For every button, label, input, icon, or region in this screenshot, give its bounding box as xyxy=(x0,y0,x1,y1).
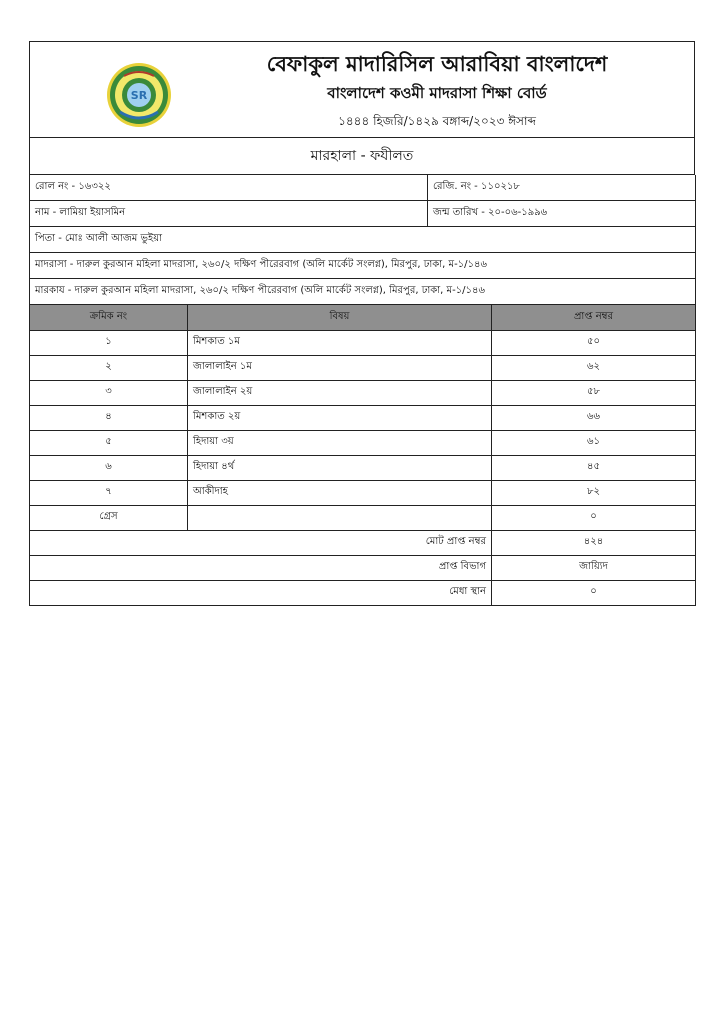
board-logo-icon xyxy=(106,62,172,128)
marks-cell: ৬১ xyxy=(492,430,696,455)
serial-cell: ৫ xyxy=(30,430,188,455)
merit-value: ০ xyxy=(492,580,696,605)
result-sheet xyxy=(29,41,695,606)
info-row xyxy=(30,175,696,201)
division-label: প্রাপ্ত বিভাগ xyxy=(30,555,492,580)
grades-table xyxy=(29,305,696,606)
subject-header: বিষয় xyxy=(188,305,492,330)
logo-monogram: SR xyxy=(130,89,148,102)
serial-cell: ১ xyxy=(30,330,188,355)
table-row xyxy=(30,330,696,355)
table-row xyxy=(30,355,696,380)
subject-cell: জালালাইন ২য় xyxy=(188,380,492,405)
date-of-birth: জন্ম তারিখ - ২০-০৬-১৯৯৬ xyxy=(428,201,696,227)
subject-cell: মিশকাত ২য় xyxy=(188,405,492,430)
division-value: জায়্যিদ xyxy=(492,555,696,580)
serial-cell: ২ xyxy=(30,355,188,380)
marks-cell: ৬৬ xyxy=(492,405,696,430)
subject-cell: আকীদাহ xyxy=(188,480,492,505)
marks-cell: ৬২ xyxy=(492,355,696,380)
grades-header-row xyxy=(30,305,696,330)
serial-cell: ৬ xyxy=(30,455,188,480)
info-row xyxy=(30,279,696,305)
serial-cell: ৪ xyxy=(30,405,188,430)
info-row xyxy=(30,253,696,279)
madrasa-name: মাদরাসা - দারুল কুরআন মহিলা মাদরাসা, ২৬০/২ দক্ষিণ পীরেরবাগ (অলি মার্কেট সংলগ্ন), মিরপুর, ঢাকা, ম-১/১৪৬ xyxy=(30,253,696,279)
grace-subject-cell xyxy=(188,505,492,530)
serial-header: ক্রমিক নং xyxy=(30,305,188,330)
registration-number: রেজি. নং - ১১০২১৮ xyxy=(428,175,696,201)
table-row xyxy=(30,380,696,405)
board-header xyxy=(29,41,695,138)
grace-label: গ্রেস xyxy=(30,505,188,530)
serial-cell: ৩ xyxy=(30,380,188,405)
exam-year: ১৪৪৪ হিজরি/১৪২৯ বঙ্গাব্দ/২০২৩ ঈসাব্দ xyxy=(338,114,536,128)
student-info-table xyxy=(29,175,696,306)
subject-cell: হিদায়া ৩য় xyxy=(188,430,492,455)
father-name: পিতা - মোঃ আলী আজম ভুইয়া xyxy=(30,227,696,253)
marks-cell: ৫৮ xyxy=(492,380,696,405)
info-row xyxy=(30,201,696,227)
marks-header: প্রাপ্ত নম্বর xyxy=(492,305,696,330)
total-label: মোট প্রাপ্ত নম্বর xyxy=(30,530,492,555)
table-row xyxy=(30,430,696,455)
grace-row xyxy=(30,505,696,530)
merit-label: মেধা স্থান xyxy=(30,580,492,605)
table-row xyxy=(30,480,696,505)
subject-cell: হিদায়া ৪র্থ xyxy=(188,455,492,480)
markaz-name: মারকায - দারুল কুরআন মহিলা মাদরাসা, ২৬০/২ দক্ষিণ পীরেরবাগ (অলি মার্কেট সংলগ্ন), মিরপুর, ঢাকা, ম-১/১৪৬ xyxy=(30,279,696,305)
marhala-label: মারহালা - ফযীলত xyxy=(30,138,695,174)
marhala-table xyxy=(29,138,695,175)
board-subtitle: বাংলাদেশ কওমী মাদরাসা শিক্ষা বোর্ড xyxy=(327,84,547,102)
total-row xyxy=(30,530,696,555)
division-row xyxy=(30,555,696,580)
info-row xyxy=(30,227,696,253)
total-value: ৪২৪ xyxy=(492,530,696,555)
marks-cell: ৫০ xyxy=(492,330,696,355)
board-title: বেফাকুল মাদারিসিল আরাবিয়া বাংলাদেশ xyxy=(266,52,608,76)
marks-cell: ৮২ xyxy=(492,480,696,505)
table-row xyxy=(30,405,696,430)
table-row xyxy=(30,455,696,480)
grace-value: ০ xyxy=(492,505,696,530)
serial-cell: ৭ xyxy=(30,480,188,505)
student-name: নাম - লামিয়া ইয়াসমিন xyxy=(30,201,428,227)
subject-cell: মিশকাত ১ম xyxy=(188,330,492,355)
roll-number: রোল নং - ১৬৩২২ xyxy=(30,175,428,201)
merit-row xyxy=(30,580,696,605)
subject-cell: জালালাইন ১ম xyxy=(188,355,492,380)
marks-cell: ৪৫ xyxy=(492,455,696,480)
